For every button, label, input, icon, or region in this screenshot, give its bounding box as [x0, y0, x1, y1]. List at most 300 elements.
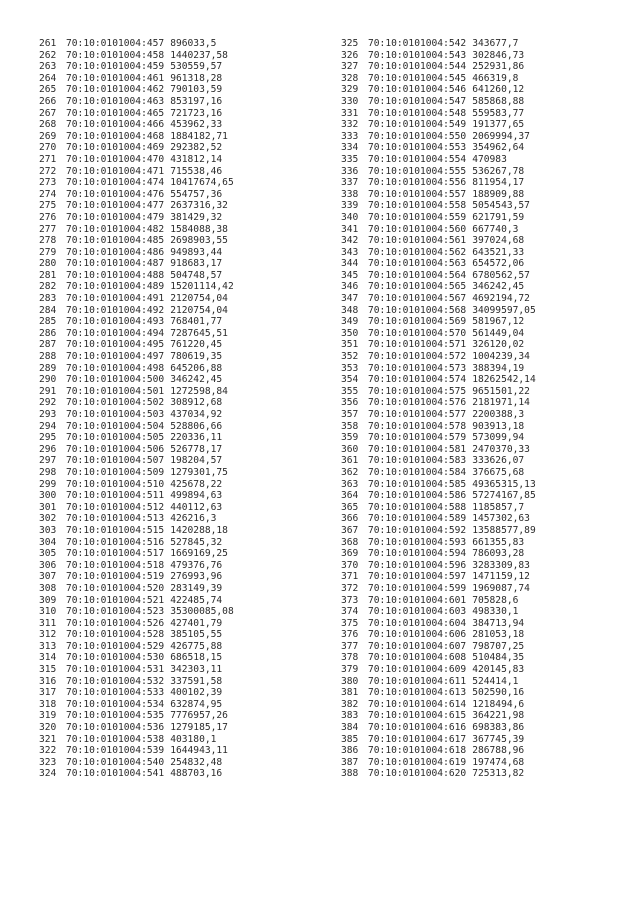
cadastral-number: 70:10:0101004:536 [66, 722, 165, 734]
area-value: 1457302,63 [472, 513, 530, 525]
row-number: 272 [39, 165, 57, 177]
cadastral-number: 70:10:0101004:468 [66, 130, 165, 142]
area-value: 725313,82 [472, 768, 525, 780]
cadastral-number: 70:10:0101004:572 [368, 351, 467, 363]
list-row [39, 676, 234, 688]
list-row [341, 247, 536, 259]
list-row [341, 513, 536, 525]
cadastral-number: 70:10:0101004:571 [368, 339, 467, 351]
row-number: 285 [39, 316, 57, 328]
cadastral-number: 70:10:0101004:619 [368, 756, 467, 768]
right-column [341, 38, 536, 780]
cadastral-number: 70:10:0101004:466 [66, 119, 165, 131]
list-row [341, 421, 536, 433]
list-row [39, 583, 234, 595]
list-row [39, 316, 234, 328]
cadastral-number: 70:10:0101004:579 [368, 432, 467, 444]
row-number: 377 [341, 640, 359, 652]
row-number: 375 [341, 617, 359, 629]
row-number: 291 [39, 385, 57, 397]
cadastral-number: 70:10:0101004:586 [368, 490, 467, 502]
row-number: 362 [341, 466, 359, 478]
list-row [341, 50, 536, 62]
area-value: 276993,96 [170, 571, 223, 583]
cadastral-number: 70:10:0101004:486 [66, 246, 165, 258]
list-row [39, 479, 234, 491]
list-row [341, 224, 536, 236]
area-value: 559583,77 [472, 107, 525, 119]
row-number: 331 [341, 107, 359, 119]
list-row [39, 108, 234, 120]
cadastral-number: 70:10:0101004:617 [368, 733, 467, 745]
list-row [39, 432, 234, 444]
row-number: 266 [39, 95, 57, 107]
cadastral-number: 70:10:0101004:557 [368, 188, 467, 200]
area-value: 2637316,32 [170, 200, 228, 212]
list-row [39, 664, 234, 676]
cadastral-number: 70:10:0101004:517 [66, 548, 165, 560]
row-number: 364 [341, 490, 359, 502]
area-value: 388394,19 [472, 362, 525, 374]
area-value: 918683,17 [170, 258, 223, 270]
list-row [341, 316, 536, 328]
row-number: 299 [39, 478, 57, 490]
list-row [341, 363, 536, 375]
cadastral-number: 70:10:0101004:497 [66, 351, 165, 363]
row-number: 290 [39, 374, 57, 386]
list-row [39, 606, 234, 618]
area-value: 949893,44 [170, 246, 223, 258]
area-value: 400102,39 [170, 687, 223, 699]
cadastral-number: 70:10:0101004:560 [368, 223, 467, 235]
row-number: 292 [39, 397, 57, 409]
area-value: 502590,16 [472, 687, 525, 699]
cadastral-number: 70:10:0101004:577 [368, 409, 467, 420]
list-row [39, 281, 234, 293]
area-value: 1279301,75 [170, 466, 228, 478]
cadastral-number: 70:10:0101004:519 [66, 571, 165, 583]
list-row [39, 490, 234, 502]
cadastral-number: 70:10:0101004:558 [368, 200, 467, 212]
cadastral-number: 70:10:0101004:607 [368, 640, 467, 652]
list-row [341, 142, 536, 154]
area-value: 427401,79 [170, 617, 223, 629]
list-row [39, 131, 234, 143]
row-number: 293 [39, 409, 57, 420]
row-number: 354 [341, 374, 359, 386]
cadastral-number: 70:10:0101004:543 [368, 49, 467, 61]
area-value: 1420288,18 [170, 524, 228, 536]
list-row [341, 768, 536, 780]
area-value: 422485,74 [170, 594, 223, 606]
list-row [39, 305, 234, 317]
cadastral-number: 70:10:0101004:564 [368, 269, 467, 281]
cadastral-number: 70:10:0101004:606 [368, 629, 467, 641]
area-value: 1471159,12 [472, 571, 530, 583]
row-number: 344 [341, 258, 359, 270]
row-number: 381 [341, 687, 359, 699]
cadastral-number: 70:10:0101004:501 [66, 385, 165, 397]
list-row [341, 84, 536, 96]
area-value: 308912,68 [170, 397, 223, 409]
area-value: 426775,88 [170, 640, 223, 652]
area-value: 573099,94 [472, 432, 525, 444]
area-value: 853197,16 [170, 95, 223, 107]
list-row [341, 676, 536, 688]
cadastral-number: 70:10:0101004:507 [66, 455, 165, 467]
row-number: 330 [341, 95, 359, 107]
list-row [341, 166, 536, 178]
list-row [39, 293, 234, 305]
area-value: 903913,18 [472, 420, 525, 432]
row-number: 356 [341, 397, 359, 409]
row-number: 276 [39, 211, 57, 223]
row-number: 275 [39, 200, 57, 212]
list-row [39, 722, 234, 734]
row-number: 373 [341, 594, 359, 606]
area-value: 302846,73 [472, 49, 525, 61]
list-row [39, 38, 234, 50]
cadastral-number: 70:10:0101004:569 [368, 316, 467, 328]
cadastral-number: 70:10:0101004:592 [368, 524, 467, 536]
row-number: 367 [341, 524, 359, 536]
area-value: 2120754,04 [170, 293, 228, 305]
list-row [341, 409, 536, 421]
area-value: 354962,64 [472, 142, 525, 154]
area-value: 13588577,89 [472, 524, 536, 536]
list-row [39, 409, 234, 421]
list-row [341, 374, 536, 386]
cadastral-number: 70:10:0101004:599 [368, 582, 467, 594]
row-number: 388 [341, 768, 359, 780]
area-value: 437034,92 [170, 409, 223, 420]
list-row [341, 432, 536, 444]
row-number: 342 [341, 235, 359, 247]
row-number: 345 [341, 269, 359, 281]
row-number: 264 [39, 72, 57, 84]
list-row [341, 235, 536, 247]
list-row [39, 200, 234, 212]
area-value: 425678,22 [170, 478, 223, 490]
cadastral-number: 70:10:0101004:503 [66, 409, 165, 420]
list-row [341, 444, 536, 456]
list-row [39, 652, 234, 664]
area-value: 488703,16 [170, 768, 223, 780]
row-number: 286 [39, 327, 57, 339]
cadastral-number: 70:10:0101004:538 [66, 733, 165, 745]
row-number: 333 [341, 130, 359, 142]
area-value: 10417674,65 [170, 177, 234, 189]
area-value: 585868,88 [472, 95, 525, 107]
cadastral-number: 70:10:0101004:459 [66, 61, 165, 73]
row-number: 317 [39, 687, 57, 699]
row-number: 283 [39, 293, 57, 305]
area-value: 698383,86 [472, 722, 525, 734]
cadastral-number: 70:10:0101004:510 [66, 478, 165, 490]
area-value: 1279185,17 [170, 722, 228, 734]
row-number: 289 [39, 362, 57, 374]
cadastral-number: 70:10:0101004:568 [368, 304, 467, 316]
list-row [39, 270, 234, 282]
area-value: 621791,59 [472, 211, 525, 223]
row-number: 284 [39, 304, 57, 316]
list-row [341, 641, 536, 653]
cadastral-number: 70:10:0101004:491 [66, 293, 165, 305]
cadastral-number: 70:10:0101004:584 [368, 466, 467, 478]
area-value: 367745,39 [472, 733, 525, 745]
list-row [39, 351, 234, 363]
cadastral-number: 70:10:0101004:553 [368, 142, 467, 154]
cadastral-number: 70:10:0101004:511 [66, 490, 165, 502]
list-row [39, 537, 234, 549]
cadastral-number: 70:10:0101004:554 [368, 153, 467, 165]
area-value: 661355,83 [472, 536, 525, 548]
row-number: 370 [341, 559, 359, 571]
area-value: 896033,5 [170, 38, 217, 49]
row-number: 318 [39, 698, 57, 710]
area-value: 188909,88 [472, 188, 525, 200]
row-number: 383 [341, 710, 359, 722]
cadastral-number: 70:10:0101004:470 [66, 153, 165, 165]
row-number: 319 [39, 710, 57, 722]
list-row [341, 757, 536, 769]
list-row [39, 96, 234, 108]
cadastral-number: 70:10:0101004:576 [368, 397, 467, 409]
cadastral-number: 70:10:0101004:533 [66, 687, 165, 699]
area-value: 654572,06 [472, 258, 525, 270]
row-number: 384 [341, 722, 359, 734]
area-value: 780619,35 [170, 351, 223, 363]
area-value: 786093,28 [472, 548, 525, 560]
area-value: 286788,96 [472, 745, 525, 757]
cadastral-number: 70:10:0101004:548 [368, 107, 467, 119]
left-column [39, 38, 234, 780]
cadastral-number: 70:10:0101004:465 [66, 107, 165, 119]
area-value: 220336,11 [170, 432, 223, 444]
cadastral-number: 70:10:0101004:495 [66, 339, 165, 351]
area-value: 397024,68 [472, 235, 525, 247]
list-row [341, 73, 536, 85]
row-number: 281 [39, 269, 57, 281]
cadastral-number: 70:10:0101004:479 [66, 211, 165, 223]
area-value: 385105,55 [170, 629, 223, 641]
row-number: 378 [341, 652, 359, 664]
area-value: 1584088,38 [170, 223, 228, 235]
area-value: 524414,1 [472, 675, 519, 687]
row-number: 296 [39, 443, 57, 455]
row-number: 385 [341, 733, 359, 745]
row-number: 334 [341, 142, 359, 154]
row-number: 324 [39, 768, 57, 780]
list-row [39, 745, 234, 757]
cadastral-number: 70:10:0101004:608 [368, 652, 467, 664]
list-row [39, 61, 234, 73]
list-row [341, 177, 536, 189]
area-value: 281053,18 [472, 629, 525, 641]
list-row [39, 166, 234, 178]
area-value: 2200388,3 [472, 409, 525, 420]
cadastral-number: 70:10:0101004:555 [368, 165, 467, 177]
list-row [39, 363, 234, 375]
cadastral-number: 70:10:0101004:509 [66, 466, 165, 478]
area-value: 1440237,58 [170, 49, 228, 61]
row-number: 282 [39, 281, 57, 293]
row-number: 306 [39, 559, 57, 571]
area-value: 18262542,14 [472, 374, 536, 386]
area-value: 643521,33 [472, 246, 525, 258]
list-row [341, 571, 536, 583]
list-row [39, 50, 234, 62]
row-number: 288 [39, 351, 57, 363]
list-row [39, 154, 234, 166]
area-value: 1272598,84 [170, 385, 228, 397]
area-value: 470983 [472, 153, 507, 165]
area-value: 2181971,14 [472, 397, 530, 409]
area-value: 9651501,22 [472, 385, 530, 397]
list-row [341, 525, 536, 537]
list-row [341, 154, 536, 166]
row-number: 365 [341, 501, 359, 513]
list-row [341, 455, 536, 467]
cadastral-number: 70:10:0101004:542 [368, 38, 467, 49]
cadastral-number: 70:10:0101004:526 [66, 617, 165, 629]
cadastral-number: 70:10:0101004:488 [66, 269, 165, 281]
list-row [39, 235, 234, 247]
row-number: 302 [39, 513, 57, 525]
cadastral-number: 70:10:0101004:544 [368, 61, 467, 73]
area-value: 376675,68 [472, 466, 525, 478]
area-value: 466319,8 [472, 72, 519, 84]
list-row [39, 571, 234, 583]
row-number: 280 [39, 258, 57, 270]
row-number: 294 [39, 420, 57, 432]
list-row [39, 84, 234, 96]
list-row [39, 258, 234, 270]
cadastral-number: 70:10:0101004:534 [66, 698, 165, 710]
cadastral-number: 70:10:0101004:575 [368, 385, 467, 397]
list-row [39, 421, 234, 433]
cadastral-number: 70:10:0101004:513 [66, 513, 165, 525]
row-number: 287 [39, 339, 57, 351]
list-row [39, 397, 234, 409]
list-row [39, 687, 234, 699]
area-value: 536267,78 [472, 165, 525, 177]
list-row [341, 490, 536, 502]
row-number: 303 [39, 524, 57, 536]
cadastral-number: 70:10:0101004:541 [66, 768, 165, 780]
cadastral-number: 70:10:0101004:502 [66, 397, 165, 409]
row-number: 295 [39, 432, 57, 444]
area-value: 4692194,72 [472, 293, 530, 305]
area-value: 530559,57 [170, 61, 223, 73]
row-number: 279 [39, 246, 57, 258]
row-number: 338 [341, 188, 359, 200]
row-number: 350 [341, 327, 359, 339]
cadastral-number: 70:10:0101004:574 [368, 374, 467, 386]
row-number: 268 [39, 119, 57, 131]
list-row [341, 386, 536, 398]
row-number: 353 [341, 362, 359, 374]
row-number: 332 [341, 119, 359, 131]
cadastral-number: 70:10:0101004:469 [66, 142, 165, 154]
area-value: 6780562,57 [472, 269, 530, 281]
list-row [341, 502, 536, 514]
list-row [39, 595, 234, 607]
list-row [39, 119, 234, 131]
list-row [39, 629, 234, 641]
cadastral-number: 70:10:0101004:596 [368, 559, 467, 571]
cadastral-number: 70:10:0101004:471 [66, 165, 165, 177]
area-value: 343677,7 [472, 38, 519, 49]
cadastral-number: 70:10:0101004:512 [66, 501, 165, 513]
list-row [341, 583, 536, 595]
list-row [39, 247, 234, 259]
area-value: 198204,57 [170, 455, 223, 467]
list-row [341, 339, 536, 351]
area-value: 561449,04 [472, 327, 525, 339]
row-number: 382 [341, 698, 359, 710]
cadastral-number: 70:10:0101004:611 [368, 675, 467, 687]
area-value: 420145,83 [472, 664, 525, 676]
row-number: 321 [39, 733, 57, 745]
row-number: 262 [39, 49, 57, 61]
list-row [341, 606, 536, 618]
area-value: 1644943,11 [170, 745, 228, 757]
list-row [341, 618, 536, 630]
area-value: 554757,36 [170, 188, 223, 200]
row-number: 360 [341, 443, 359, 455]
area-value: 479376,76 [170, 559, 223, 571]
cadastral-number: 70:10:0101004:531 [66, 664, 165, 676]
row-number: 310 [39, 606, 57, 618]
cadastral-number: 70:10:0101004:458 [66, 49, 165, 61]
area-value: 499894,63 [170, 490, 223, 502]
area-value: 2120754,04 [170, 304, 228, 316]
list-row [341, 212, 536, 224]
row-number: 270 [39, 142, 57, 154]
row-number: 348 [341, 304, 359, 316]
cadastral-number: 70:10:0101004:476 [66, 188, 165, 200]
row-number: 347 [341, 293, 359, 305]
row-number: 269 [39, 130, 57, 142]
cadastral-number: 70:10:0101004:494 [66, 327, 165, 339]
list-row [39, 560, 234, 572]
area-value: 1218494,6 [472, 698, 525, 710]
area-value: 790103,59 [170, 84, 223, 96]
area-value: 645206,88 [170, 362, 223, 374]
cadastral-number: 70:10:0101004:518 [66, 559, 165, 571]
cadastral-number: 70:10:0101004:620 [368, 768, 467, 780]
area-value: 1004239,34 [472, 351, 530, 363]
list-row [39, 710, 234, 722]
area-value: 342303,11 [170, 664, 223, 676]
row-number: 376 [341, 629, 359, 641]
cadastral-number: 70:10:0101004:457 [66, 38, 165, 49]
row-number: 374 [341, 606, 359, 618]
row-number: 313 [39, 640, 57, 652]
row-number: 325 [341, 38, 359, 49]
list-row [341, 699, 536, 711]
list-row [39, 386, 234, 398]
row-number: 267 [39, 107, 57, 119]
row-number: 341 [341, 223, 359, 235]
cadastral-number: 70:10:0101004:504 [66, 420, 165, 432]
row-number: 304 [39, 536, 57, 548]
row-number: 273 [39, 177, 57, 189]
list-row [341, 652, 536, 664]
cadastral-number: 70:10:0101004:485 [66, 235, 165, 247]
list-row [39, 189, 234, 201]
